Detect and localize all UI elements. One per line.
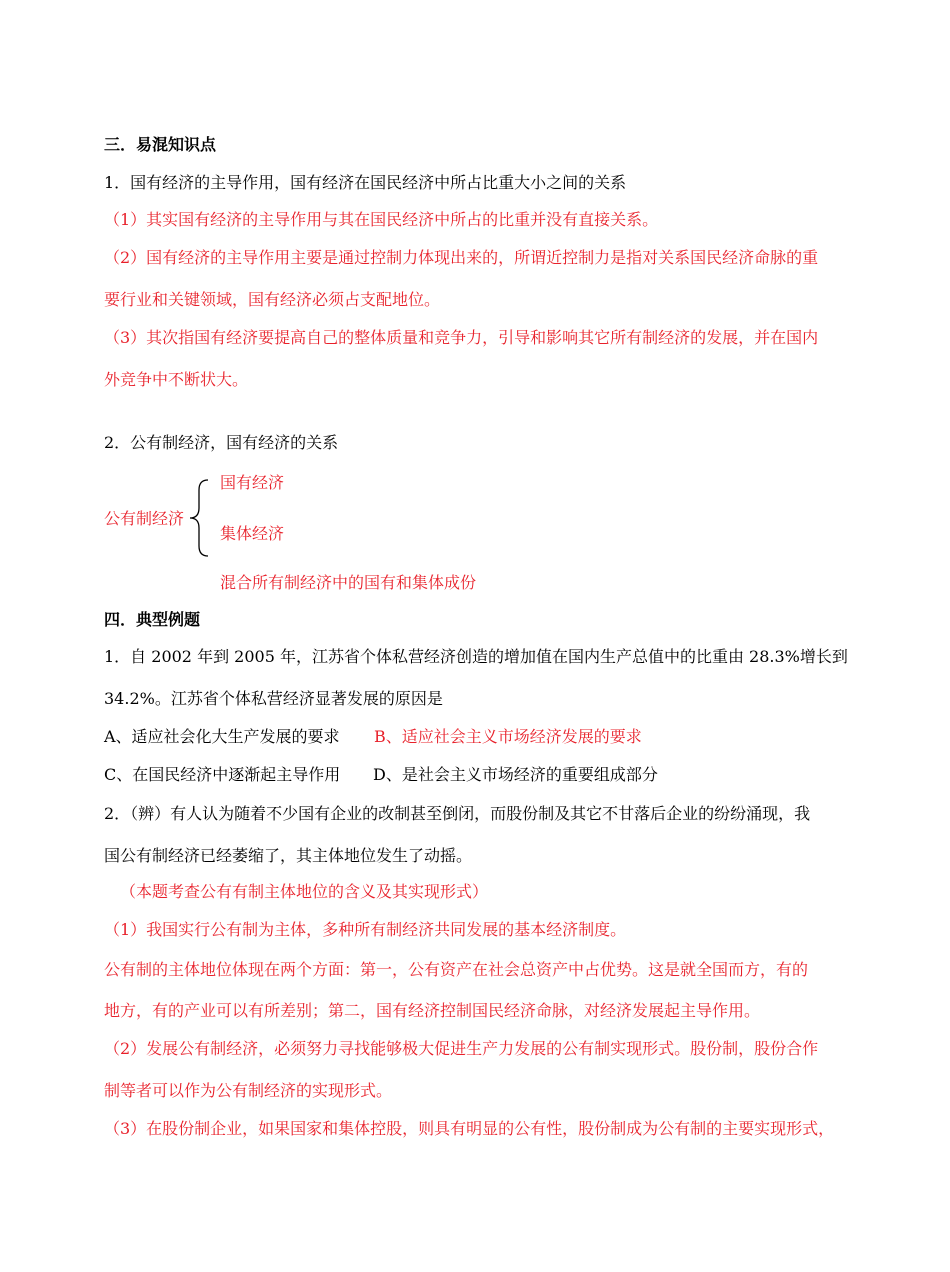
example-2-line-1: 2．（辨）有人认为随着不少国有企业的改制甚至倒闭，而股份制及其它不甘落后企业的纷纷涌现，我 — [104, 804, 811, 823]
diagram-branch-state-owned: 国有经济 — [220, 473, 285, 492]
example-1-line-2: 34.2%。江苏省个体私营经济显著发展的原因是 — [104, 689, 443, 708]
diagram-branch-collective: 集体经济 — [220, 524, 285, 543]
answer-point-1: （1）其实国有经济的主导作用与其在国民经济中所占的比重并没有直接关系。 — [104, 210, 659, 229]
example-2-answer-2-line-2: 制等者可以作为公有制经济的实现形式。 — [104, 1081, 393, 1100]
answer-point-3-line-1: （3）其次指国有经济要提高自己的整体质量和竞争力，引导和影响其它所有制经济的发展，并在国内 — [104, 328, 819, 347]
example-2-answer-2-line-1: （2）发展公有制经济，必须努力寻找能够极大促进生产力发展的公有制实现形式。股份制，股份合作 — [104, 1039, 819, 1058]
question-1-title: 1．国有经济的主导作用，国有经济在国民经济中所占比重大小之间的关系 — [104, 173, 627, 192]
option-c: C、在国民经济中逐渐起主导作用 — [104, 765, 341, 784]
example-2-answer-1-detail-line-1: 公有制的主体地位体现在两个方面：第一，公有资产在社会总资产中占优势。这是就全国而方，有的 — [104, 960, 809, 979]
section-3-heading: 三．易混知识点 — [104, 135, 217, 154]
example-2-answer-1-detail-line-2: 地方，有的产业可以有所差别；第二，国有经济控制国民经济命脉，对经济发展起主导作用。 — [104, 1001, 761, 1020]
brace-icon — [188, 478, 212, 558]
option-d: D、是社会主义市场经济的重要组成部分 — [373, 765, 658, 784]
example-2-answer-1: （1）我国实行公有制为主体，多种所有制经济共同发展的基本经济制度。 — [104, 920, 627, 939]
answer-point-2-line-1: （2）国有经济的主导作用主要是通过控制力体现出来的，所谓近控制力是指对关系国民经济命脉的重 — [104, 248, 819, 267]
example-2-line-2: 国公有制经济已经萎缩了，其主体地位发生了动摇。 — [104, 846, 473, 865]
diagram-branch-mixed: 混合所有制经济中的国有和集体成份 — [220, 573, 477, 592]
option-a: A、适应社会化大生产发展的要求 — [104, 727, 340, 746]
option-b-correct: B、适应社会主义市场经济发展的要求 — [374, 727, 642, 746]
answer-point-3-line-2: 外竞争中不断状大。 — [104, 370, 249, 389]
section-4-heading: 四．典型例题 — [104, 610, 201, 629]
example-2-answer-3: （3）在股份制企业，如果国家和集体控股，则具有明显的公有性，股份制成为公有制的主要实现形式， — [104, 1119, 835, 1138]
example-1-line-1: 1．自 2002 年到 2005 年，江苏省个体私营经济创造的增加值在国内生产总值中的比重由 28.3%增长到 — [104, 647, 848, 666]
answer-point-2-line-2: 要行业和关键领域，国有经济必须占支配地位。 — [104, 290, 441, 309]
example-2-note: （本题考查公有有制主体地位的含义及其实现形式） — [120, 882, 489, 901]
question-2-title: 2．公有制经济，国有经济的关系 — [104, 433, 339, 452]
diagram-root-label: 公有制经济 — [104, 509, 185, 528]
